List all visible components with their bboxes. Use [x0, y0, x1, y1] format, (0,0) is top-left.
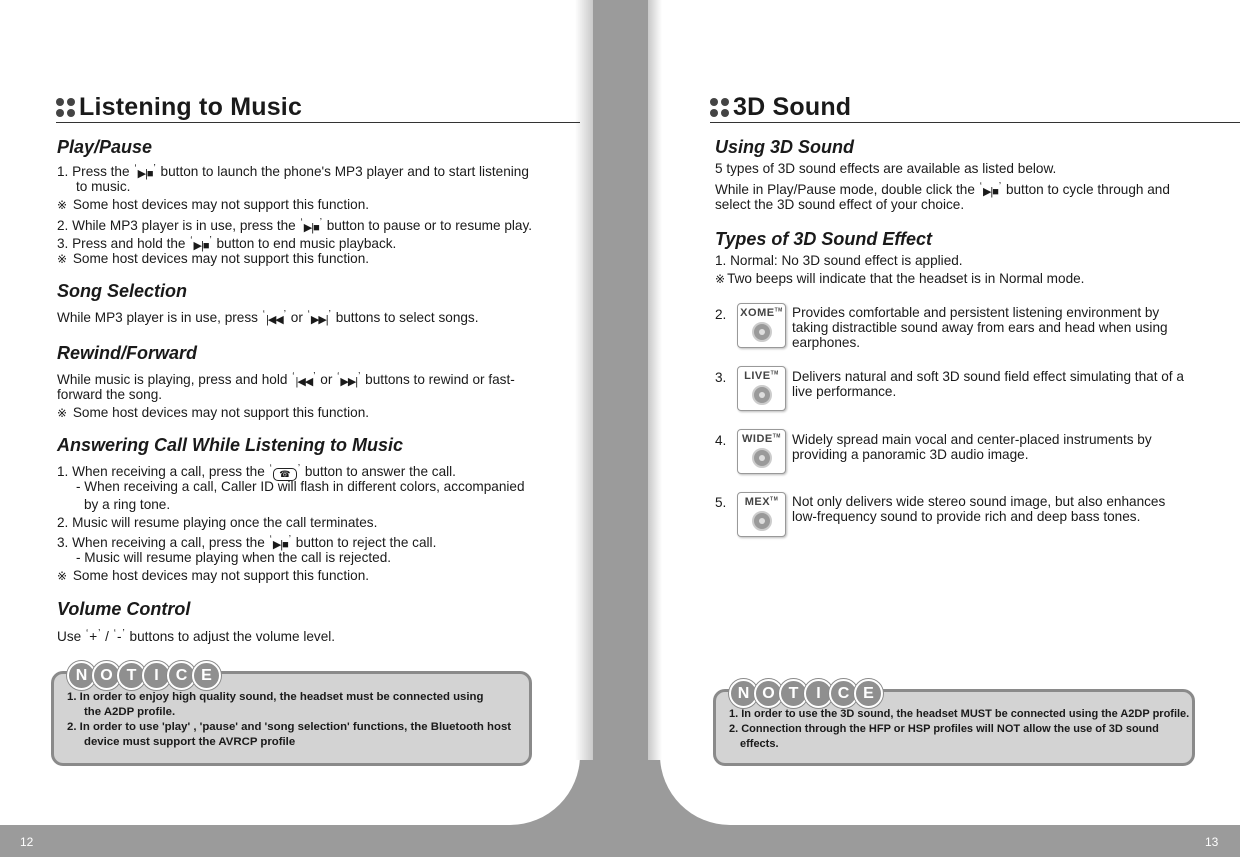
- reference-mark-icon: ※: [57, 406, 68, 420]
- answering-note: ※ Some host devices may not support this function.: [57, 568, 370, 583]
- phone-icon: ☎: [273, 468, 297, 481]
- fast-forward-icon: ▶▶|: [340, 376, 358, 388]
- effect-number: 5.: [715, 495, 727, 510]
- answering-line-5: 3. When receiving a call, press the ‘▶|■’ button to reject the call.: [57, 531, 436, 555]
- page-number-right: 13: [1205, 835, 1219, 849]
- using-line-2: While in Play/Pause mode, double click the ‘▶|■’ button to cycle through and: [715, 178, 1170, 202]
- minus-icon: -: [116, 629, 122, 644]
- effect-number: 2.: [715, 307, 727, 322]
- effect-desc-line-3: earphones.: [792, 335, 861, 350]
- plus-icon: +: [89, 629, 98, 644]
- title-rule-left: [56, 122, 580, 123]
- answering-line-4: 2. Music will resume playing once the call terminates.: [57, 515, 378, 530]
- play-pause-note-1: ※ Some host devices may not support this function.: [57, 197, 370, 212]
- notice-right-line-1: 1. In order to use the 3D sound, the headset MUST be connected using the A2DP profile.: [729, 708, 1190, 720]
- effect-desc-line-1: Delivers natural and soft 3D sound field effect simulating that of a: [792, 369, 1184, 384]
- title-rule-right: [710, 122, 1240, 123]
- heading-rewind-forward: Rewind/Forward: [57, 343, 198, 363]
- footer-bar: [0, 825, 1240, 857]
- xome-badge-icon: XOME™: [737, 303, 786, 348]
- play-pause-icon: ▶|■: [982, 186, 998, 198]
- effect-desc-line-1: Provides comfortable and persistent listening environment by: [792, 305, 1160, 320]
- heading-song-selection: Song Selection: [57, 281, 188, 301]
- effect-number: 4.: [715, 433, 727, 448]
- knob-icon: [752, 511, 772, 531]
- heading-answering-call: Answering Call While Listening to Music: [57, 435, 404, 455]
- types-note: ※ Two beeps will indicate that the headset is in Normal mode.: [715, 271, 1085, 286]
- notice-title-left: N O T I C E: [67, 661, 217, 690]
- next-track-icon: ▶▶|: [310, 314, 328, 326]
- using-line-3: select the 3D sound effect of your choice.: [715, 197, 965, 212]
- notice-left-line-2: the A2DP profile.: [84, 706, 176, 718]
- heading-types-of-3d-sound: Types of 3D Sound Effect: [715, 229, 933, 249]
- title-text: 3D Sound: [733, 93, 852, 121]
- answering-line-3: by a ring tone.: [84, 497, 171, 512]
- live-badge-icon: LIVE™: [737, 366, 786, 411]
- notice-left-line-3: 2. In order to use 'play' , 'pause' and 'song selection' functions, the Bluetooth host: [67, 721, 512, 733]
- reference-mark-icon: ※: [57, 198, 68, 212]
- play-pause-icon: ▶|■: [272, 539, 288, 551]
- wide-badge-icon: WIDE™: [737, 429, 786, 474]
- play-pause-icon: ▶|■: [137, 168, 153, 180]
- play-pause-line-2: 2. While MP3 player is in use, press the ‘▶|■’ button to pause or to resume play.: [57, 214, 532, 238]
- effect-desc-line-2: taking distractible sound away from ears and head when using: [792, 320, 1168, 335]
- mex-badge-icon: MEX™: [737, 492, 786, 537]
- gutter-shadow-right: [648, 0, 662, 760]
- knob-icon: [752, 385, 772, 405]
- page-number-left: 12: [20, 835, 34, 849]
- play-pause-icon: ▶|■: [193, 240, 209, 252]
- play-pause-icon: ▶|■: [303, 222, 319, 234]
- notice-right-line-2: 2. Connection through the HFP or HSP profiles will NOT allow the use of 3D sound: [729, 723, 1159, 735]
- answering-line-2: - When receiving a call, Caller ID will flash in different colors, accompanied: [76, 479, 525, 494]
- rewind-forward-line-2: forward the song.: [57, 387, 163, 402]
- heading-volume-control: Volume Control: [57, 599, 191, 619]
- reference-mark-icon: ※: [57, 252, 68, 266]
- reference-mark-icon: ※: [57, 569, 68, 583]
- dots-icon: [56, 98, 75, 117]
- effect-desc-line-2: low-frequency sound to provide rich and deep bass tones.: [792, 509, 1141, 524]
- effect-desc-line-2: live performance.: [792, 384, 897, 399]
- title-text: Listening to Music: [79, 93, 303, 121]
- rewind-forward-note: ※ Some host devices may not support this function.: [57, 405, 370, 420]
- dots-icon: [710, 98, 729, 117]
- heading-play-pause: Play/Pause: [57, 137, 153, 157]
- play-pause-line-1b: to music.: [76, 179, 131, 194]
- previous-track-icon: |◀◀: [265, 314, 283, 326]
- notice-left-line-1: 1. In order to enjoy high quality sound, the headset must be connected using: [67, 691, 484, 703]
- volume-line-1: Use ‘+’ / ‘-’ buttons to adjust the volume level.: [57, 628, 336, 644]
- knob-icon: [752, 322, 772, 342]
- effect-desc-line-1: Not only delivers wide stereo sound image, but also enhances: [792, 494, 1166, 509]
- page-title-left: [56, 93, 302, 122]
- play-pause-note-2: ※ Some host devices may not support this function.: [57, 251, 370, 266]
- notice-title-right: N O T I C E: [729, 679, 879, 708]
- page-title-right: [710, 93, 851, 122]
- effect-desc-line-1: Widely spread main vocal and center-placed instruments by: [792, 432, 1152, 447]
- heading-using-3d-sound: Using 3D Sound: [715, 137, 854, 157]
- effect-desc-line-2: providing a panoramic 3D audio image.: [792, 447, 1029, 462]
- rewind-forward-line-1: While music is playing, press and hold ‘|◀◀’ or ‘▶▶|’ buttons to rewind or fast-: [57, 368, 515, 392]
- effect-number: 3.: [715, 370, 727, 385]
- knob-icon: [752, 448, 772, 468]
- gutter-shadow-left: [575, 0, 593, 760]
- notice-right-line-3: effects.: [740, 738, 779, 750]
- play-pause-line-3: 3. Press and hold the ‘▶|■’ button to end music playback.: [57, 232, 396, 256]
- song-selection-line-1: While MP3 player is in use, press ‘|◀◀’ or ‘▶▶|’ buttons to select songs.: [57, 306, 479, 330]
- notice-left-line-4: device must support the AVRCP profile: [84, 736, 296, 748]
- using-line-1: 5 types of 3D sound effects are available as listed below.: [715, 161, 1057, 176]
- answering-line-1: 1. When receiving a call, press the ‘ ☎ ’ button to answer the call.: [57, 463, 456, 479]
- answering-line-6: - Music will resume playing when the call is rejected.: [76, 550, 392, 565]
- types-line-1: 1. Normal: No 3D sound effect is applied.: [715, 253, 963, 268]
- reference-mark-icon: ※: [715, 272, 726, 286]
- play-pause-line-1: 1. Press the ‘▶|■’ button to launch the phone's MP3 player and to start listening: [57, 160, 529, 184]
- rewind-icon: |◀◀: [295, 376, 313, 388]
